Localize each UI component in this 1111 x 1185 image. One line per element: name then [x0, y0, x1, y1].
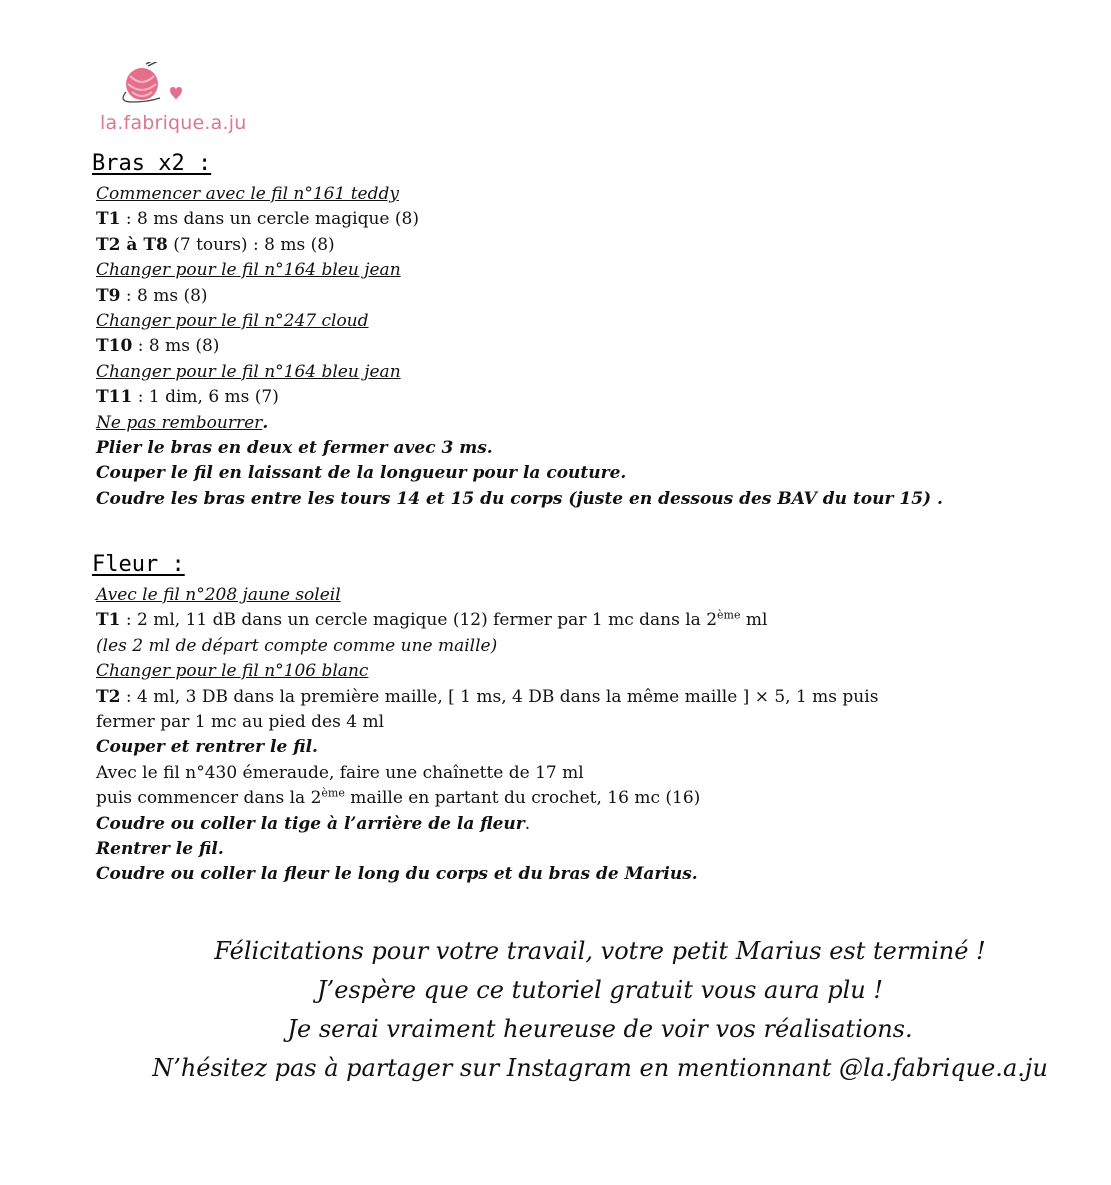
closing-message [0, 932, 1111, 1088]
logo-text: la.fabrique.a.ju [100, 112, 247, 134]
brand-logo [100, 62, 260, 142]
fleur-line-3: (les 2 ml de départ compte comme une maille) [96, 635, 498, 656]
bras-line-8: Changer pour le fil n°164 bleu jean [96, 361, 401, 382]
round-label: T1 [96, 209, 121, 230]
bras-line-2 [96, 207, 996, 232]
bras-line-11: Plier le bras en deux et fermer avec 3 ms. [96, 438, 493, 459]
round-text: : 2 ml, 11 dB dans un cercle magique (12) fermer par 1 mc dans la 2 [120, 610, 718, 631]
fleur-line-11: Rentrer le fil. [96, 839, 224, 860]
bras-line-4: Changer pour le fil n°164 bleu jean [96, 260, 401, 281]
bras-line-5 [96, 284, 996, 309]
bras-line-12: Couper le fil en laissant de la longueur pour la couture. [96, 463, 627, 484]
bras-line-6: Changer pour le fil n°247 cloud [96, 311, 369, 332]
round-text: (7 tours) : 8 ms (8) [167, 234, 335, 255]
fleur-line-4: Changer pour le fil n°106 blanc [96, 661, 369, 682]
fleur-line-2 [96, 608, 996, 633]
superscript: ème [321, 786, 345, 800]
superscript: ème [717, 608, 741, 622]
bras-line-7 [96, 334, 996, 359]
closing-line-2: J’espère que ce tutoriel gratuit vous aura plu ! [317, 976, 883, 1004]
closing-line-3: Je serai vraiment heureuse de voir vos réalisations. [287, 1015, 913, 1043]
punctuation: . [524, 813, 531, 834]
yarn-ball-heart-icon [118, 62, 188, 110]
bras-heading: Bras x2 : [92, 151, 212, 176]
fleur-line-1: Avec le fil n°208 jaune soleil [96, 585, 341, 605]
fleur-line-9 [96, 786, 996, 811]
fleur-line-6: fermer par 1 mc au pied des 4 ml [96, 712, 385, 733]
fleur-line-8: Avec le fil n°430 émeraude, faire une chaînette de 17 ml [96, 762, 584, 783]
round-label: T9 [96, 285, 121, 306]
instruction-text: maille en partant du crochet, 16 mc (16) [344, 788, 701, 809]
fleur-section [92, 552, 996, 888]
round-label: T2 à T8 [96, 234, 168, 255]
instruction-text: Coudre ou coller la tige à l’arrière de la fleur [96, 813, 525, 834]
round-text: : 1 dim, 6 ms (7) [132, 387, 279, 408]
closing-line-1: Félicitations pour votre travail, votre petit Marius est terminé ! [214, 937, 986, 965]
round-label: T11 [96, 387, 133, 408]
fleur-line-7: Couper et rentrer le fil. [96, 737, 318, 758]
bras-section [92, 151, 996, 512]
round-label: T10 [96, 336, 133, 357]
instruction-text: Ne pas rembourrer [96, 412, 263, 433]
round-label: T2 [96, 686, 121, 707]
fleur-line-10 [96, 812, 996, 837]
closing-line-4: N’hésitez pas à partager sur Instagram en mentionnant @la.fabrique.a.ju [152, 1054, 1048, 1082]
instruction-text: puis commencer dans la 2 [96, 788, 322, 809]
punctuation: . [262, 412, 269, 433]
fleur-line-12: Coudre ou coller la fleur le long du corps et du bras de Marius. [96, 864, 698, 885]
round-text: : 4 ml, 3 DB dans la première maille, [ 1 ms, 4 DB dans la même maille ] × 5, 1 ms puis [120, 686, 879, 707]
round-text: : 8 ms (8) [132, 336, 220, 357]
fleur-line-5 [96, 685, 996, 710]
round-text: : 8 ms (8) [120, 285, 208, 306]
bras-line-3 [96, 233, 996, 258]
bras-line-10 [96, 411, 996, 436]
round-label: T1 [96, 610, 121, 631]
round-text: : 8 ms dans un cercle magique (8) [120, 209, 419, 230]
round-text: ml [740, 610, 768, 631]
bras-line-9 [96, 385, 996, 410]
fleur-heading: Fleur : [92, 552, 185, 577]
bras-line-13: Coudre les bras entre les tours 14 et 15 du corps (juste en dessous des BAV du tour 15) . [96, 488, 943, 509]
bras-line-1: Commencer avec le fil n°161 teddy [96, 184, 399, 204]
